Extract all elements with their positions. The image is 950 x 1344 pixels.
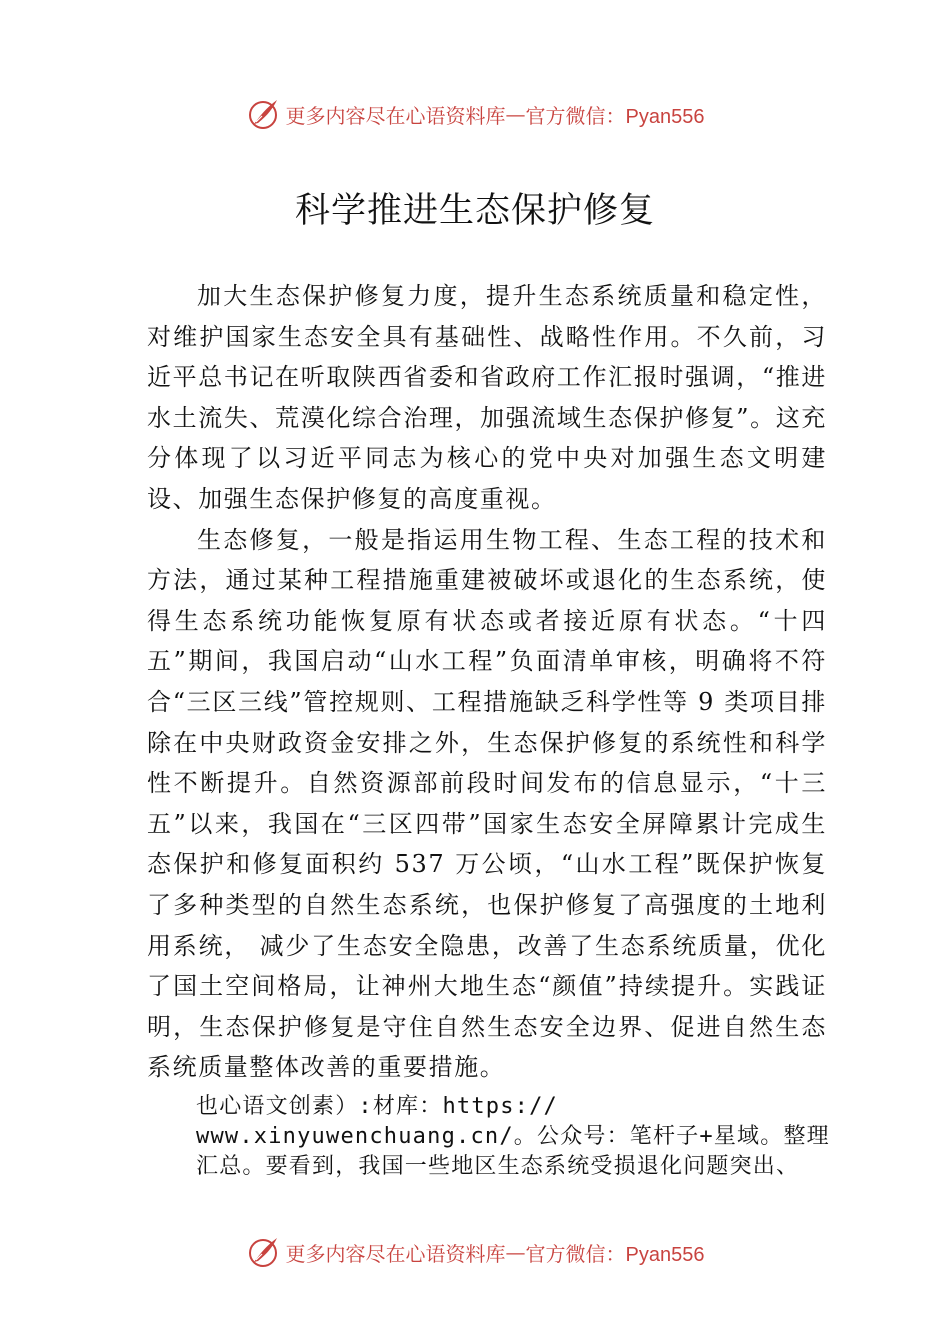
header-banner-text: 更多内容尽在心语资料库 [285, 103, 506, 128]
paragraph-2: 生态修复，一般是指运用生物工程、生态工程的技术和方法，通过某种工程措施重建被破坏或退化的生态系统，使得生态系统功能恢复原有状态或者接近原有状态。“十四五”期间，我国启动“山水工程”负面清单审核，明确将不符合“三区三线”管控规则、工程措施缺乏科学性等 9 类项目排除在中央财政资金安排之外，生态保护修复的系统性和科学性不断提升。自然资源部前段时间发布的信息显示，“十三五”以来，我国在“三区四带”国家生态安全屏障累计完成生态保护和修复面积约 537 万公顷，“山水工程”既保护恢复了多种类型的自然生态系统，也保护修复了高强度的土地利用系统， 减少了生态安全隐患，改善了生态系统质量，优化了国土空间格局，让神州大地生态“颜值”持续提升。实践证明，生态保护修复是守住自然生态安全边界、促进自然生态系统质量整体改善的重要措施。 [147, 525, 827, 1082]
document-body [147, 276, 827, 1088]
header-banner-wechat: 官方微信：Pyan556 [525, 105, 705, 128]
quill-pen-logo-icon [246, 96, 282, 132]
header-banner [0, 94, 950, 134]
paragraph-1: 加大生态保护修复力度，提升生态系统质量和稳定性，对维护国家生态安全具有基础性、战略性作用。不久前，习近平总书记在听取陕西省委和省政府工作汇报时强调，“推进水土流失、荒漠化综合治理，加强流域生态保护修复”。这充分体现了以习近平同志为核心的党中央对加强生态文明建设、加强生态保护修复的高度重视。 [147, 282, 827, 513]
header-banner-separator: — [505, 102, 526, 126]
footer-banner-separator: — [505, 1240, 526, 1264]
document-title: 科学推进生态保护修复 [294, 191, 655, 231]
footer-banner-text: 更多内容尽在心语资料库 [285, 1241, 506, 1266]
quill-pen-logo-icon [246, 1234, 282, 1270]
source-note-line-3: 汇总。要看到，我国一些地区生态系统受损退化问题突出、 [196, 1154, 800, 1179]
source-note-line-2: www.xinyuwenchuang.cn/。公众号：笔杆子+星域。整理 [196, 1124, 830, 1149]
footer-banner-wechat: 官方微信：Pyan556 [525, 1243, 705, 1266]
footer-banner [0, 1232, 950, 1272]
source-note [196, 1092, 866, 1182]
source-note-line-1: 也心语文创素）:材库：https:// [196, 1094, 559, 1119]
